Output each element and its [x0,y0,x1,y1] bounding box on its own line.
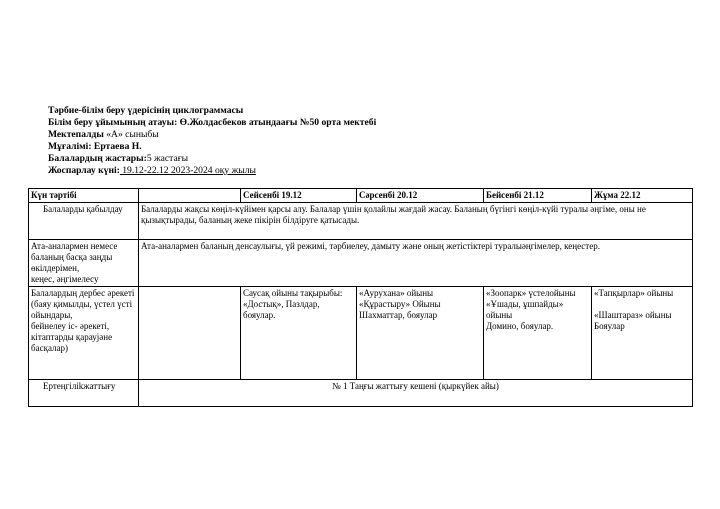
schedule-table [28,188,693,407]
age-value: 5 жастағы [146,153,189,164]
header-friday: Жұма 22.12 [592,189,693,203]
document-header [48,105,376,177]
table-row-free-activity [29,287,693,380]
free-activity-tuesday: Саусақ ойыны тақырыбы: «Достық», Пазлдар, бояулар. [241,287,357,380]
plan-label: Жоспарлау күні: [48,165,120,176]
morning-exercise-text: № 1 Таңғы жаттығу кешені (қыркүйек айы) [139,380,693,407]
header-tuesday: Сейсенбі 19.12 [241,189,357,203]
parents-text: Ата-аналармен баланың денсаулығы, үй режимі, тәрбиелеу, дамыту және оның жетістіктері туралыәңгімелер, кеңестер. [139,240,693,287]
group-line [48,129,376,141]
group-value: «А» сыныбы [103,129,159,140]
table-header-row [29,189,693,203]
age-line [48,153,376,165]
morning-exercise-label: Ертеңгіліkжаттығу [29,380,139,407]
header-daily-routine: Күн тәртібі [29,189,139,203]
group-label: Мектепалды [48,129,104,140]
document-title: Тәрбие-білім беру үдерісінің циклограммасы [48,105,244,116]
free-activity-wednesday: «Аурухана» ойыны «Құрастыру» Ойыны Шахматтар, бояулар [357,287,484,380]
plan-line [48,165,376,177]
free-activity-monday [139,287,241,380]
greeting-label: Балаларды қабылдау [29,203,139,240]
free-activity-friday: «Тапқырлар» ойыны «Шаштараз» ойыны Бояулар [592,287,693,380]
greeting-text: Балаларды жақсы көңіл-күйімен қарсы алу. Балалар үшін қолайлы жағдай жасау. Баланың бүгінгі көңіл-күйі туралы әңгіме, оны не қызықтырады, баланың жеке пікірін білдіруге қатысады. [139,203,693,240]
parents-label: Ата-аналармен немесе баланың басқа заңды өкілдерімен, кеңес, әңгімелесу [29,240,139,287]
free-activity-thursday: «Зоопарк» үстелойыны «Ұшады, ұшпайды» ойыны Домино, бояулар. [484,287,592,380]
table-row-morning-exercise [29,380,693,407]
table-row-parents [29,240,693,287]
header-wednesday: Сәрсенбі 20.12 [357,189,484,203]
organization-name: Білім беру ұйымының атауы: Ө.Жолдасбеков атындаағы №50 орта мектебі [48,117,377,128]
teacher-name: Мұғалімі: Ертаева Н. [48,141,142,152]
header-thursday: Бейсенбі 21.12 [484,189,592,203]
age-label: Балалардың жастары: [48,153,147,164]
plan-dates: 19.12-22.12 2023-2024 оқу жылы [119,165,256,176]
free-activity-label: Балалардың дербес әрекеті (баяу қимылды, үстел үсті ойындары, бейнелеу іс- әрекеті, кітаптарды қарауjәне басқалар) [29,287,139,380]
header-empty [139,189,241,203]
table-row-greeting [29,203,693,240]
